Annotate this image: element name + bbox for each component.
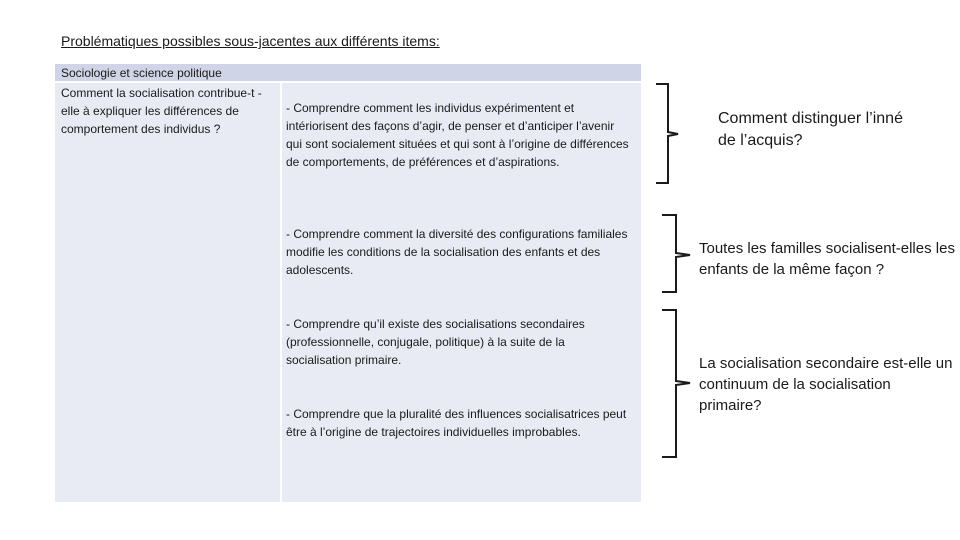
table-header-cell: Sociologie et science politique <box>61 66 222 80</box>
objective-4: - Comprendre que la pluralité des influences socialisatrices peut être à l’origine de trajectoires individuelles improbables. <box>286 407 627 439</box>
page-title: Problématiques possibles sous-jacentes aux différents items: <box>61 33 440 49</box>
question-familles: Toutes les familles socialisent-elles les enfants de la même façon ? <box>699 240 955 278</box>
right-brace-3 <box>658 308 694 460</box>
right-brace-2 <box>658 213 694 295</box>
table-column-divider <box>280 81 282 502</box>
question-inne-acquis: Comment distinguer l’inné de l’acquis? <box>718 110 903 149</box>
curriculum-table <box>55 64 641 502</box>
objective-1: - Comprendre comment les individus expérimentent et intériorisent des façons d’agir, de penser et d’anticiper l’avenir qui sont socialement situées et qui sont à l’origine de différences de comportements, de préférences et d’aspirations. <box>286 101 629 169</box>
right-brace-1 <box>652 82 682 186</box>
objective-3: - Comprendre qu’il existe des socialisations secondaires (professionnelle, conjugale, politique) à la suite de la socialisation primaire. <box>286 317 585 367</box>
objective-2: - Comprendre comment la diversité des configurations familiales modifie les conditions de la socialisation des enfants et des adolescents. <box>286 227 628 277</box>
table-left-question: Comment la socialisation contribue-t -elle à expliquer les différences de comportement des individus ? <box>61 86 262 136</box>
question-socialisation-secondaire: La socialisation secondaire est-elle un continuum de la socialisation primaire? <box>699 355 953 414</box>
